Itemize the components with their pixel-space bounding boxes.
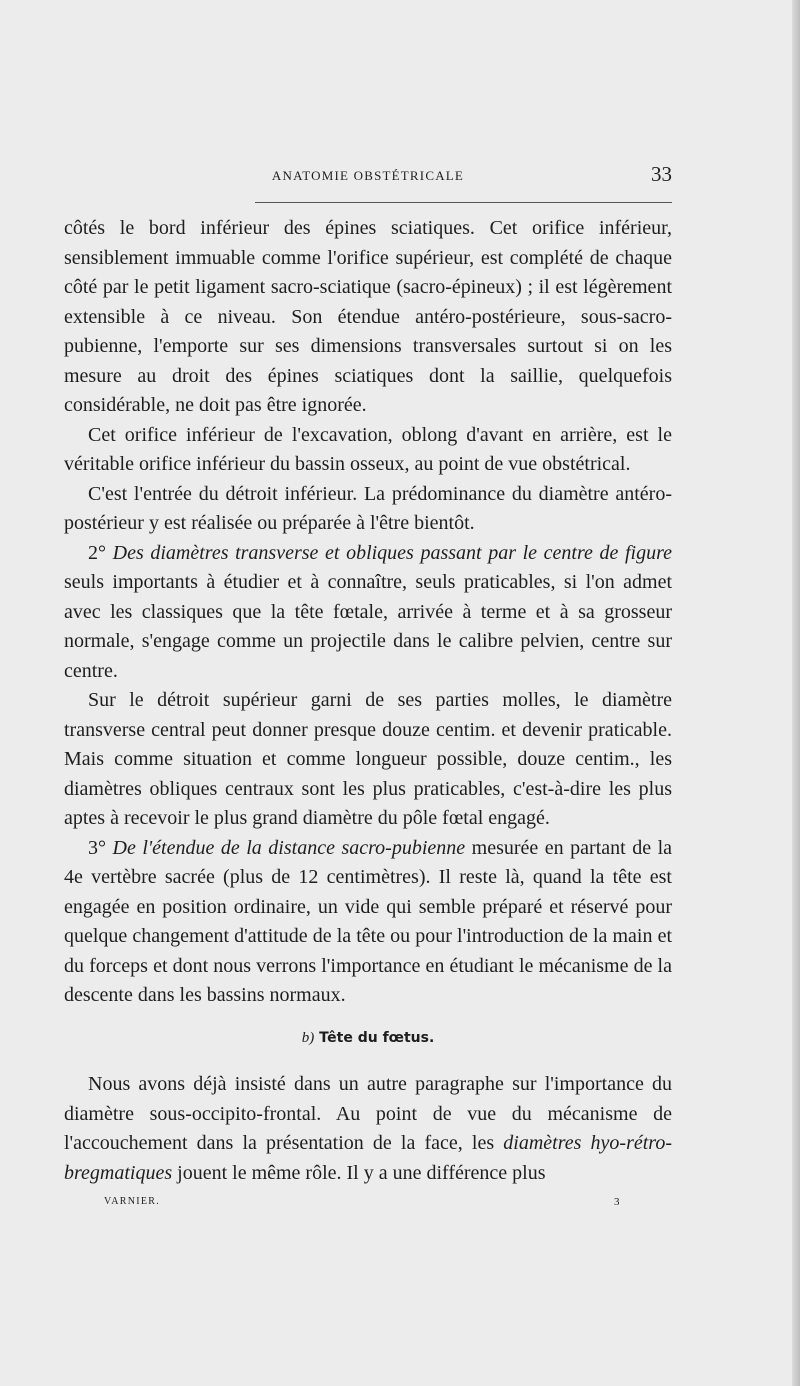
item-3-text: mesurée en partant de la 4e vertèbre sacrée (plus de 12 centimètres). Il reste là, quand la tête est engagée en position ordinaire, un vide qui semble préparé et réservé pour quelque changement d'attitude de la tête ou pour l'introduction de la main et du forceps et dont nous verrons l'importance en étudiant le mécanisme de la descente dans les bassins normaux. (64, 836, 673, 1006)
section-letter: b) (301, 1030, 315, 1046)
item-3-heading: De l'étendue de la distance sacro-pubienne (112, 836, 466, 859)
page-header (64, 160, 672, 192)
section-title: Tête du fœtus. (319, 1030, 435, 1046)
paragraph-7-end: jouent le même rôle. Il y a une différence plus (177, 1161, 546, 1184)
paragraph-7 (64, 1070, 672, 1188)
paragraph-1: côtés le bord inférieur des épines sciatiques. Cet orifice inférieur, sensiblement immuable comme l'orifice supérieur, est complété de chaque côté par le petit ligament sacro-sciatique (sacro-épineux) ; il est légèrement extensible à ce niveau. Son étendue antéro-postérieure, sous-sacro-pubienne, l'emporte sur ses dimensions transversales surtout si on les mesure au droit des épines sciatiques dont la saillie, quelquefois considérable, ne doit pas être ignorée. (64, 217, 672, 416)
running-title: ANATOMIE OBSTÉTRICALE (271, 168, 465, 183)
footer-sheet-number: 3 (614, 1196, 620, 1208)
item-2-text: seuls importants à étudier et à connaître, seuls praticables, si l'on admet avec les classiques que la tête fœtale, arrivée à terme et à sa grosseur normale, s'engage comme un projectile dans le calibre pelvien, centre sur centre. (64, 571, 672, 682)
paragraph-3: C'est l'entrée du détroit inférieur. La prédominance du diamètre antéro-postérieur y est réalisée ou préparée à l'être bientôt. (64, 482, 672, 534)
paragraph-7-start: Nous avons déjà insisté dans un autre paragraphe sur l'importance du diamètre sous-occipito-frontal. Au point de vue du mécanisme de l'accouchement dans la présentation de la face, les (64, 1073, 672, 1154)
main-text (64, 214, 672, 1011)
paragraph-5: Sur le détroit supérieur garni de ses parties molles, le diamètre transverse central peut donner presque douze centim. et devenir praticable. Mais comme situation et comme longueur possible, douze centim., les diamètres obliques centraux sont les plus praticables, c'est-à-dire les plus aptes à recevoir le plus grand diamètre du pôle fœtal engagé. (64, 689, 672, 829)
header-rule (255, 202, 672, 203)
footer-signature: VARNIER. (104, 1196, 161, 1207)
item-2-heading: Des diamètres transverse et obliques passant par le centre de figure (112, 541, 673, 564)
page-number: 33 (651, 162, 672, 186)
item-number-3: 3° (88, 836, 106, 859)
paragraph-4 (64, 539, 672, 687)
paragraph-6 (64, 834, 672, 1011)
paragraph-2: Cet orifice inférieur de l'excavation, oblong d'avant en arrière, est le véritable orifice inférieur du bassin osseux, au point de vue obstétrical. (64, 423, 672, 475)
item-number-2: 2° (88, 541, 106, 564)
paragraph-7-italic: diamètres hyo-rétro-bregmatiques (64, 1132, 673, 1184)
section-text (64, 1070, 672, 1188)
page-edge-shadow (792, 0, 800, 1386)
section-heading (64, 1030, 672, 1047)
